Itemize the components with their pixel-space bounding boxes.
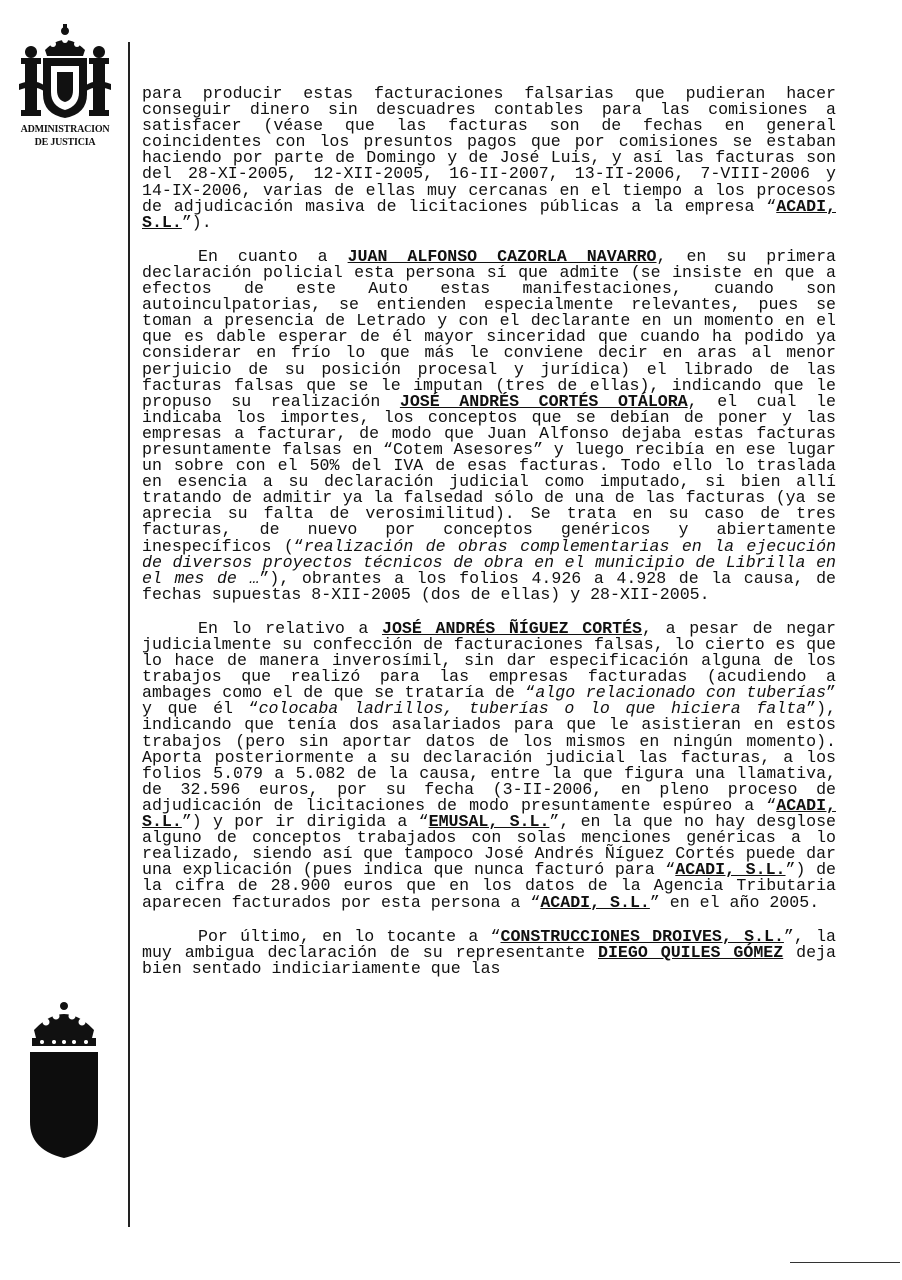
highlighted-name: CONSTRUCCIONES DROIVES, S.L.	[500, 926, 784, 946]
highlighted-name: ACADI, S.L.	[540, 892, 650, 912]
text-run: ”, en la que no hay desglose alguno de conceptos trabajados con solas menciones genéricas a lo realizado, siendo así que tampoco José Andrés Ñíguez Cortés puede dar una explicación (pues indica que nunca facturó para “	[142, 812, 836, 880]
text-run: , en su primera declaración policial esta persona sí que admite (se insiste en que a efectos de este Auto estas manifestaciones, cuando son autoinculpatorias, se entienden especialmente relevantes, pues se toman a presencia de Letrado y con el declarante en un momento en el que es dable esperar de él mayor sinceridad que cuando ha podido ya considerar en frío lo que más le conviene decir en aras al menor perjuicio de su posición procesal y jurídica) el librado de las facturas falsas que se le imputan (tres de ellas), indicando que le propuso su realización	[142, 246, 836, 411]
paragraph	[142, 86, 836, 231]
paragraph	[142, 246, 837, 604]
footer-rule	[790, 1262, 900, 1263]
text-run: ”) de la cifra de 28.900 euros que en los datos de la Agencia Tributaria aparecen facturados por esta persona a “	[142, 860, 836, 912]
highlighted-name: EMUSAL, S.L.	[428, 812, 550, 832]
region-shield-logo	[26, 1000, 102, 1165]
text-run: para producir estas facturaciones falsarias que pudieran hacer conseguir dinero sin descuadres contables para las comisiones a satisfacer (véase que las facturas son de fechas en general coincidentes con los presuntos pagos que por comisiones se estaban haciendo por parte de Domingo y de José Luis, y así las facturas son del 28-XI-2005, 12-XII-2005, 16-II-2007, 13-II-2006, 7-VIII-2006 y 14-IX-2006, varias de ellas muy cercanas en el tiempo a los procesos de adjudicación masiva de licitaciones públicas a la empresa “	[142, 84, 836, 216]
highlighted-name: ACADI, S.L.	[142, 196, 836, 232]
highlighted-name: JOSÉ ANDRÉS CORTÉS OTÁLORA	[399, 391, 688, 411]
paragraph	[142, 618, 837, 912]
regional-shield-icon	[26, 1000, 102, 1160]
text-run: ”, la muy ambigua declaración de su representante	[142, 926, 836, 962]
org-name-line1: ADMINISTRACION	[20, 124, 110, 135]
paragraph	[142, 926, 836, 978]
highlighted-name: JUAN ALFONSO CAZORLA NAVARRO	[347, 246, 657, 266]
text-run: , a pesar de negar judicialmente su confección de facturaciones falsas, lo cierto es que lo hace de manera inverosímil, sin dar especificación alguna de los trabajos que realizó para las empresas facturadas (acudiendo a ambages como el de que se trataría de “	[142, 618, 836, 703]
document-body	[142, 86, 836, 995]
text-run: En cuanto a	[198, 246, 348, 266]
highlighted-name: ACADI, S.L.	[142, 795, 836, 832]
highlighted-name: DIEGO QUILES GÓMEZ	[598, 942, 784, 962]
administracion-justicia-logo	[12, 22, 118, 148]
text-run: ”), obrantes a los folios 4.926 a 4.928 de la causa, de fechas supuestas 8-XII-2005 (dos de ellas) y 28-XII-2005.	[142, 568, 836, 604]
coat-of-arms-icon	[15, 22, 115, 122]
text-run: Por último, en lo tocante a “	[198, 926, 501, 946]
quoted-text: algo relacionado con tuberías	[535, 683, 827, 703]
text-run: ”) y por ir dirigida a “	[181, 812, 429, 832]
text-run: ”).	[181, 212, 212, 232]
quoted-text: colocaba ladrillos, tuberías o lo que hiciera falta	[258, 699, 807, 719]
text-run: ” en el año 2005.	[649, 892, 820, 912]
highlighted-name: JOSÉ ANDRÉS ÑÍGUEZ CORTÉS	[382, 618, 643, 638]
text-run: deja bien sentado indiciariamente que las	[142, 942, 836, 978]
text-run: ” y que él “	[142, 683, 837, 719]
quoted-text: realización de obras complementarias en la ejecución de diversos proyectos técnicos de obra en el municipio de Librilla en el mes de …	[142, 536, 837, 588]
text-run: ”), indicando que tenía dos asalariados para que le asistieran en estos trabajos (pero sin aportar datos de los mismos en ningún momento). Aporta posteriormente a su declaración judicial las facturas, a los folios 5.079 a 5.082 de la causa, entre la que figura una llamativa, de 32.596 euros, por su fecha (3-II-2006, en pleno proceso de adjudicación de licitaciones de modo presuntamente espúreo a “	[142, 699, 836, 815]
text-run: En lo relativo a	[198, 618, 383, 638]
highlighted-name: ACADI, S.L.	[675, 860, 786, 880]
text-run: , el cual le indicaba los importes, los conceptos que se debían de poner y las empresas a facturar, de modo que Juan Alfonso dejaba estas facturas presuntamente falsas en “Cotem Asesores” y luego recibía en ese lugar un sobre con el 50% del IVA de esas facturas. Todo ello lo traslada en esencia a su declaración judicial como imputado, si bien allí tratando de admitir ya la falsedad sólo de una de las facturas (ya se aprecia su falta de verosimilitud). Se trata en su caso de tres facturas, de nuevo por conceptos genéricos y abiertamente inespecíficos (“	[142, 391, 837, 556]
org-name-line2: DE JUSTICIA	[34, 137, 96, 148]
margin-rule	[128, 42, 130, 1227]
